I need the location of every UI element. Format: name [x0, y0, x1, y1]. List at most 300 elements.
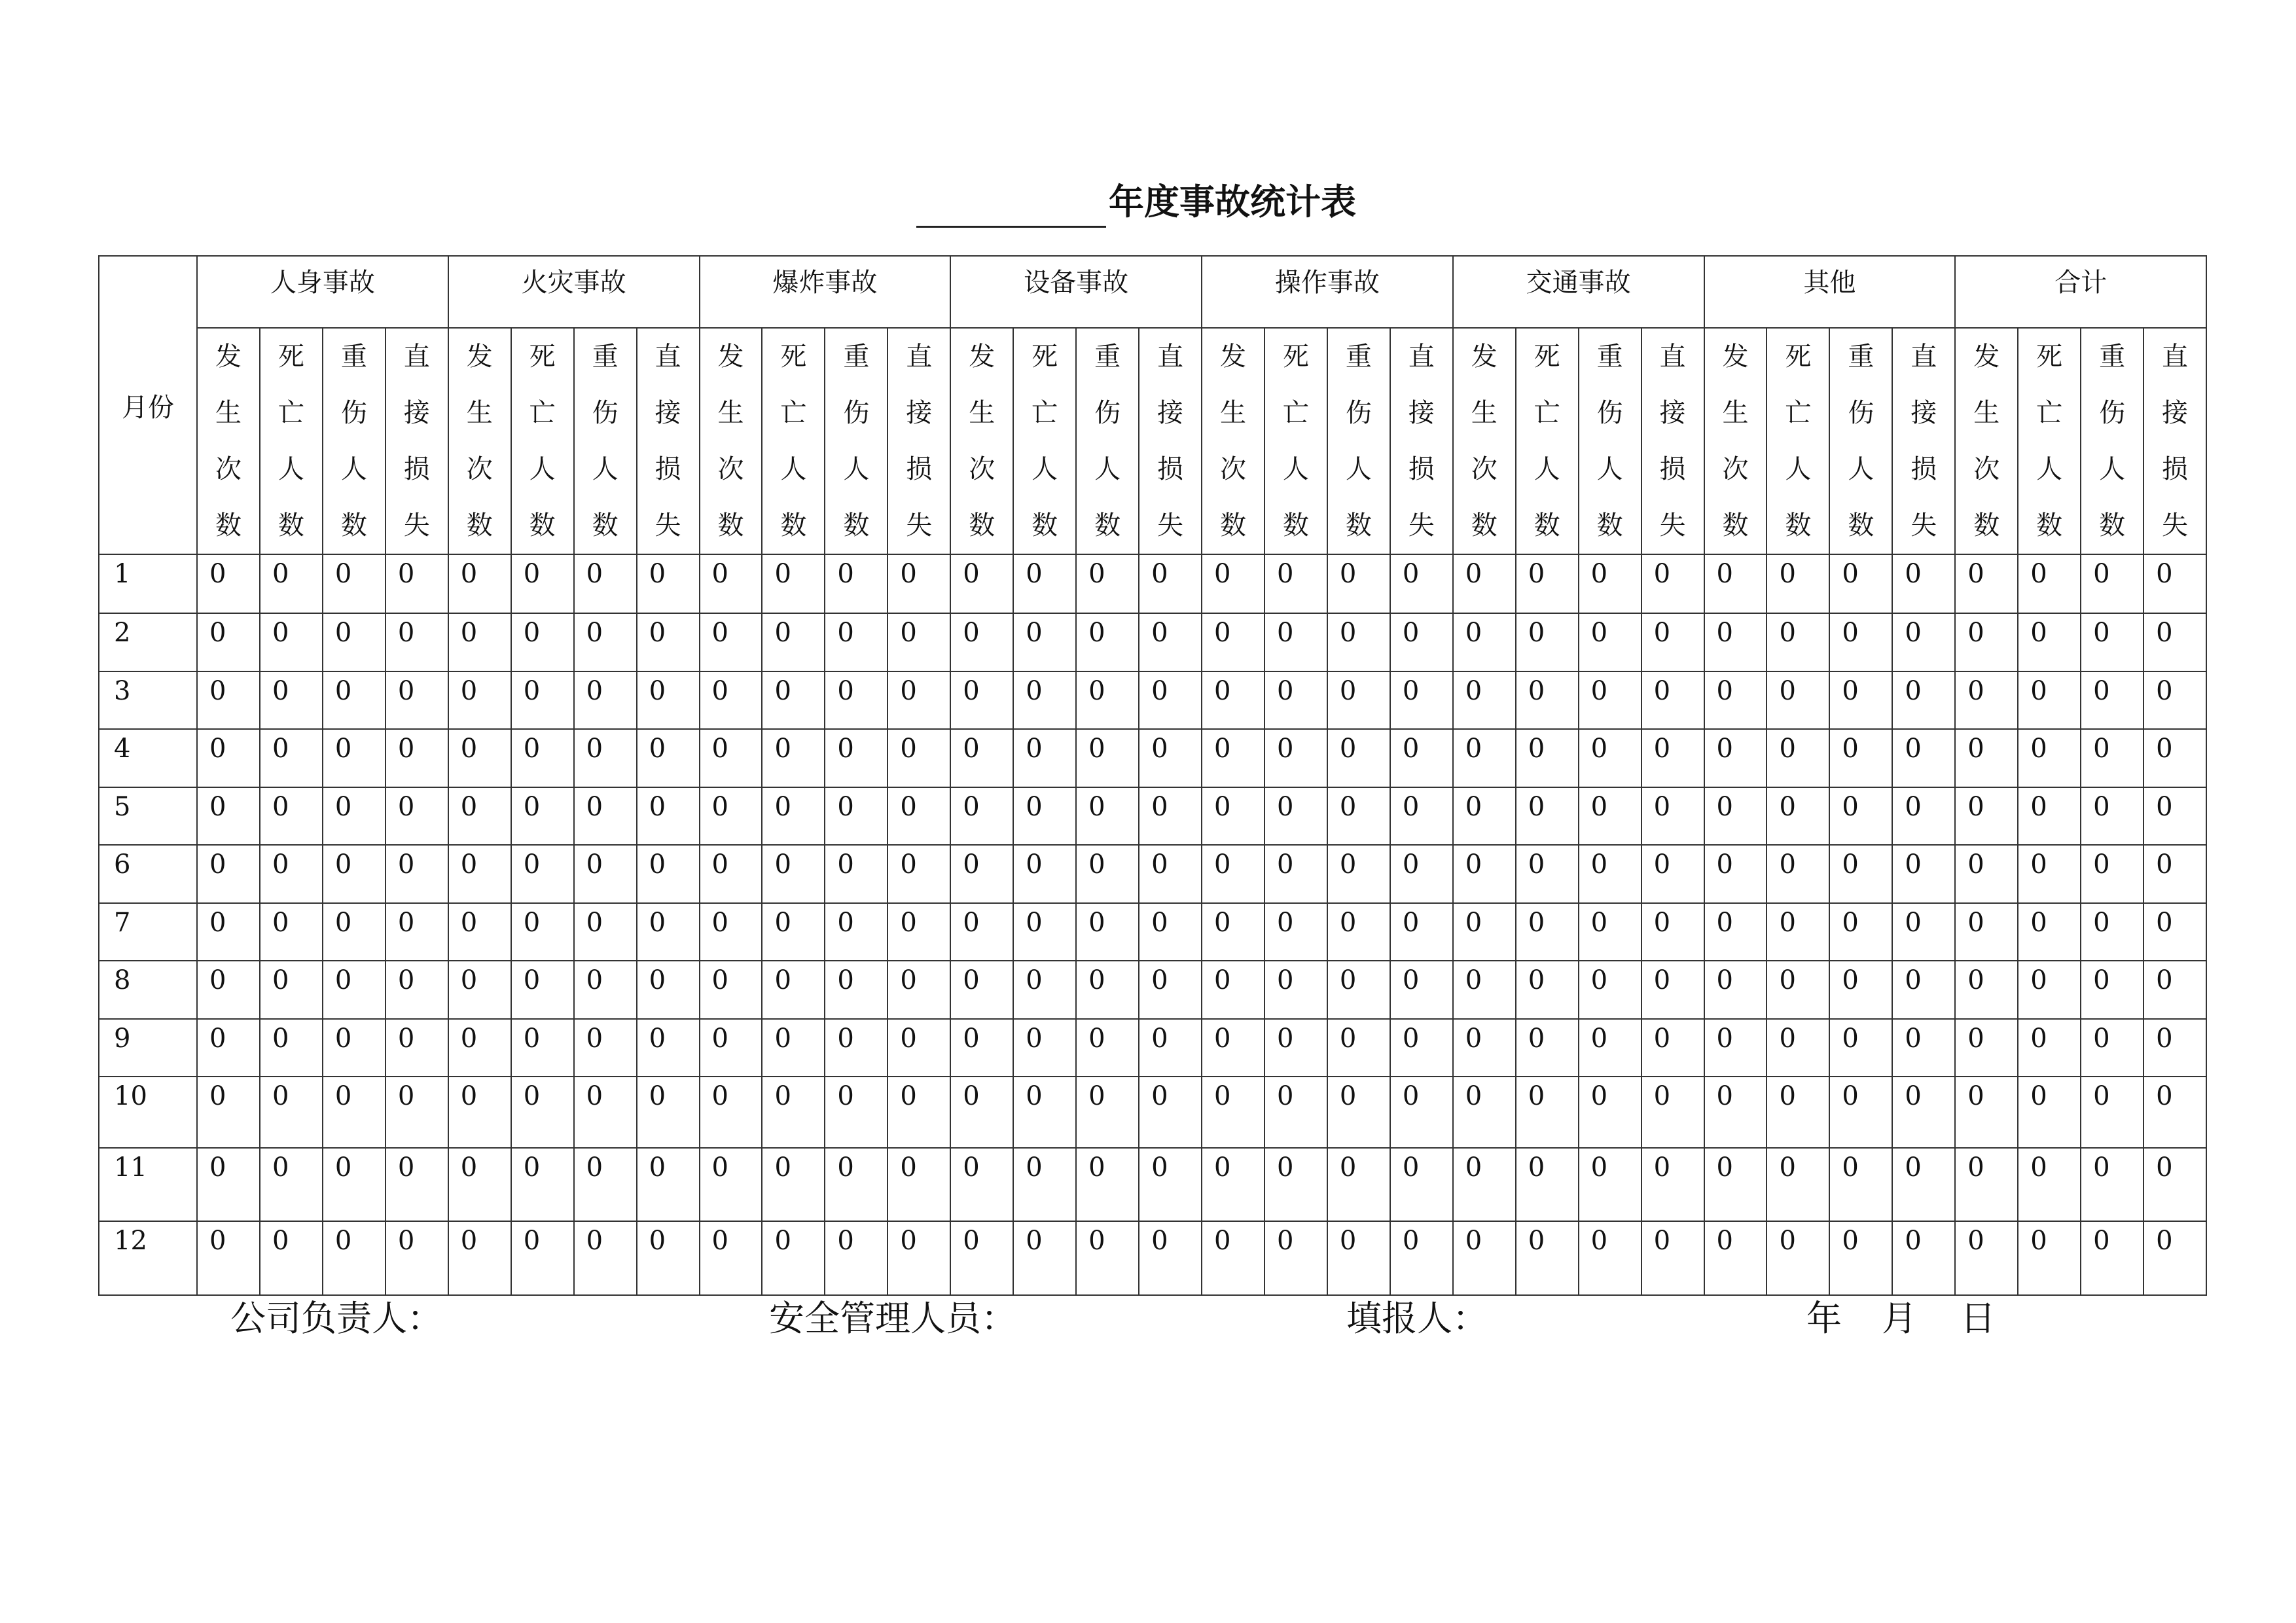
data-cell: 0	[1453, 671, 1516, 729]
data-cell: 0	[1076, 1148, 1139, 1222]
data-cell: 0	[511, 787, 574, 845]
data-cell: 0	[2081, 1077, 2144, 1148]
data-cell: 0	[1767, 554, 1829, 613]
data-cell: 0	[762, 729, 825, 787]
data-cell: 0	[448, 729, 511, 787]
data-cell: 0	[1767, 1148, 1829, 1222]
data-cell: 0	[1390, 1077, 1453, 1148]
data-cell: 0	[762, 1221, 825, 1295]
data-cell: 0	[1265, 1221, 1327, 1295]
data-cell: 0	[1579, 1019, 1641, 1077]
subheader-cell: 直 接 损 失	[888, 328, 950, 554]
category-header-row	[99, 256, 2206, 328]
data-cell: 0	[1453, 613, 1516, 671]
data-cell: 0	[888, 1148, 950, 1222]
data-cell: 0	[2018, 671, 2081, 729]
date-year-label: 年	[1806, 1298, 1842, 1339]
data-cell: 0	[1955, 671, 2018, 729]
data-cell: 0	[825, 613, 888, 671]
data-cell: 0	[700, 554, 762, 613]
data-cell: 0	[2144, 554, 2206, 613]
data-cell: 0	[386, 1019, 448, 1077]
data-cell: 0	[1327, 903, 1390, 961]
data-cell: 0	[825, 845, 888, 902]
document-title	[916, 175, 1440, 228]
data-cell: 0	[197, 613, 260, 671]
data-cell: 0	[260, 903, 323, 961]
data-cell: 0	[1013, 729, 1076, 787]
subheader-cell: 发 生 次 数	[1955, 328, 2018, 554]
data-cell: 0	[1704, 787, 1767, 845]
data-cell: 0	[1139, 1148, 1202, 1222]
date-month-label: 月	[1882, 1298, 1917, 1339]
data-cell: 0	[2081, 1148, 2144, 1222]
subheader-cell: 直 接 损 失	[637, 328, 700, 554]
data-cell: 0	[1641, 1077, 1704, 1148]
data-cell: 0	[1955, 1077, 2018, 1148]
data-cell: 0	[511, 961, 574, 1018]
data-cell: 0	[1390, 845, 1453, 902]
month-label: 4	[99, 729, 197, 787]
data-cell: 0	[762, 787, 825, 845]
data-cell: 0	[1139, 1019, 1202, 1077]
data-cell: 0	[1892, 613, 1955, 671]
data-cell: 0	[1202, 1148, 1265, 1222]
table-row	[99, 671, 2206, 729]
data-cell: 0	[1516, 671, 1579, 729]
table-row	[99, 903, 2206, 961]
data-cell: 0	[1202, 845, 1265, 902]
data-cell: 0	[1265, 1077, 1327, 1148]
data-cell: 0	[2018, 787, 2081, 845]
data-cell: 0	[1139, 1221, 1202, 1295]
table-row	[99, 787, 2206, 845]
data-cell: 0	[2144, 1019, 2206, 1077]
data-cell: 0	[825, 729, 888, 787]
subheader-row	[99, 328, 2206, 554]
data-cell: 0	[2018, 961, 2081, 1018]
data-cell: 0	[1767, 903, 1829, 961]
data-cell: 0	[2018, 554, 2081, 613]
data-cell: 0	[1892, 729, 1955, 787]
category-header: 合计	[1955, 256, 2206, 328]
data-cell: 0	[2018, 1077, 2081, 1148]
data-cell: 0	[1076, 613, 1139, 671]
category-header: 爆炸事故	[700, 256, 951, 328]
data-cell: 0	[1892, 903, 1955, 961]
data-cell: 0	[1327, 671, 1390, 729]
data-cell: 0	[574, 554, 637, 613]
data-cell: 0	[1579, 671, 1641, 729]
data-cell: 0	[1013, 845, 1076, 902]
data-cell: 0	[1013, 1077, 1076, 1148]
data-cell: 0	[1955, 554, 2018, 613]
data-cell: 0	[1390, 961, 1453, 1018]
data-cell: 0	[1704, 1019, 1767, 1077]
data-cell: 0	[1013, 613, 1076, 671]
data-cell: 0	[1265, 787, 1327, 845]
data-cell: 0	[1955, 1019, 2018, 1077]
data-cell: 0	[2081, 1221, 2144, 1295]
data-cell: 0	[950, 1148, 1013, 1222]
data-cell: 0	[1892, 961, 1955, 1018]
data-cell: 0	[1641, 1221, 1704, 1295]
month-label: 3	[99, 671, 197, 729]
data-cell: 0	[1390, 554, 1453, 613]
subheader-cell: 直 接 损 失	[1390, 328, 1453, 554]
data-cell: 0	[1641, 554, 1704, 613]
data-cell: 0	[2144, 961, 2206, 1018]
title-text: 年度事故统计表	[1109, 181, 1356, 223]
category-header: 交通事故	[1453, 256, 1704, 328]
data-cell: 0	[1453, 1077, 1516, 1148]
data-cell: 0	[1265, 554, 1327, 613]
data-cell: 0	[448, 1077, 511, 1148]
data-cell: 0	[386, 613, 448, 671]
data-cell: 0	[1704, 903, 1767, 961]
data-cell: 0	[637, 845, 700, 902]
data-cell: 0	[762, 1019, 825, 1077]
data-cell: 0	[323, 1077, 386, 1148]
data-cell: 0	[448, 903, 511, 961]
data-cell: 0	[260, 1221, 323, 1295]
data-cell: 0	[1013, 1019, 1076, 1077]
data-cell: 0	[637, 1221, 700, 1295]
data-cell: 0	[1139, 845, 1202, 902]
data-cell: 0	[1139, 1077, 1202, 1148]
subheader-cell: 发 生 次 数	[950, 328, 1013, 554]
data-cell: 0	[574, 1077, 637, 1148]
month-label: 9	[99, 1019, 197, 1077]
data-cell: 0	[1579, 1221, 1641, 1295]
data-cell: 0	[1390, 671, 1453, 729]
data-cell: 0	[1139, 554, 1202, 613]
data-cell: 0	[1076, 729, 1139, 787]
data-cell: 0	[1453, 903, 1516, 961]
data-cell: 0	[1579, 1148, 1641, 1222]
data-cell: 0	[2018, 729, 2081, 787]
data-cell: 0	[1139, 729, 1202, 787]
data-cell: 0	[1892, 1148, 1955, 1222]
data-cell: 0	[1955, 613, 2018, 671]
data-cell: 0	[637, 729, 700, 787]
data-cell: 0	[888, 554, 950, 613]
data-cell: 0	[1453, 1221, 1516, 1295]
data-cell: 0	[197, 787, 260, 845]
data-cell: 0	[1390, 729, 1453, 787]
company-head-label: 公司负责人：	[230, 1298, 442, 1339]
data-cell: 0	[1453, 787, 1516, 845]
data-cell: 0	[888, 787, 950, 845]
data-cell: 0	[1829, 671, 1892, 729]
data-cell: 0	[2081, 671, 2144, 729]
data-cell: 0	[1579, 554, 1641, 613]
data-cell: 0	[1892, 1019, 1955, 1077]
table-row	[99, 1221, 2206, 1295]
data-cell: 0	[197, 1019, 260, 1077]
data-cell: 0	[888, 613, 950, 671]
data-cell: 0	[260, 554, 323, 613]
table-row	[99, 845, 2206, 902]
data-cell: 0	[1829, 1148, 1892, 1222]
subheader-cell: 发 生 次 数	[700, 328, 762, 554]
data-cell: 0	[825, 1077, 888, 1148]
data-cell: 0	[1390, 903, 1453, 961]
data-cell: 0	[574, 1019, 637, 1077]
subheader-cell: 重 伤 人 数	[574, 328, 637, 554]
data-cell: 0	[1327, 845, 1390, 902]
data-cell: 0	[386, 1077, 448, 1148]
data-cell: 0	[825, 1019, 888, 1077]
data-cell: 0	[197, 1148, 260, 1222]
data-cell: 0	[1013, 787, 1076, 845]
data-cell: 0	[511, 729, 574, 787]
data-cell: 0	[323, 961, 386, 1018]
data-cell: 0	[1265, 845, 1327, 902]
data-cell: 0	[2144, 787, 2206, 845]
data-cell: 0	[323, 613, 386, 671]
data-cell: 0	[700, 729, 762, 787]
data-cell: 0	[1892, 1077, 1955, 1148]
data-cell: 0	[197, 903, 260, 961]
data-cell: 0	[1955, 1221, 2018, 1295]
data-cell: 0	[1453, 1148, 1516, 1222]
data-cell: 0	[1767, 613, 1829, 671]
subheader-cell: 直 接 损 失	[1641, 328, 1704, 554]
subheader-cell: 重 伤 人 数	[2081, 328, 2144, 554]
category-header: 火灾事故	[448, 256, 700, 328]
data-cell: 0	[448, 787, 511, 845]
subheader-cell: 死 亡 人 数	[1516, 328, 1579, 554]
data-cell: 0	[1892, 787, 1955, 845]
data-cell: 0	[2018, 845, 2081, 902]
data-cell: 0	[2144, 729, 2206, 787]
data-cell: 0	[1076, 554, 1139, 613]
data-cell: 0	[197, 671, 260, 729]
data-cell: 0	[1202, 1019, 1265, 1077]
data-cell: 0	[1516, 554, 1579, 613]
data-cell: 0	[1829, 1077, 1892, 1148]
data-cell: 0	[950, 903, 1013, 961]
data-cell: 0	[2081, 554, 2144, 613]
data-cell: 0	[1390, 1019, 1453, 1077]
data-cell: 0	[637, 671, 700, 729]
data-cell: 0	[1453, 1019, 1516, 1077]
data-cell: 0	[511, 845, 574, 902]
data-cell: 0	[1641, 787, 1704, 845]
data-cell: 0	[511, 1221, 574, 1295]
data-cell: 0	[700, 1019, 762, 1077]
data-cell: 0	[1767, 671, 1829, 729]
data-cell: 0	[448, 671, 511, 729]
data-cell: 0	[1767, 1221, 1829, 1295]
data-cell: 0	[950, 671, 1013, 729]
data-cell: 0	[950, 1077, 1013, 1148]
data-cell: 0	[1453, 845, 1516, 902]
data-cell: 0	[1327, 1221, 1390, 1295]
data-cell: 0	[1767, 1077, 1829, 1148]
data-cell: 0	[1579, 961, 1641, 1018]
data-cell: 0	[762, 903, 825, 961]
data-cell: 0	[1327, 787, 1390, 845]
data-cell: 0	[2081, 961, 2144, 1018]
data-cell: 0	[700, 613, 762, 671]
month-label: 1	[99, 554, 197, 613]
data-cell: 0	[2081, 903, 2144, 961]
subheader-cell: 发 生 次 数	[448, 328, 511, 554]
table-row	[99, 961, 2206, 1018]
data-cell: 0	[1265, 729, 1327, 787]
data-cell: 0	[1829, 845, 1892, 902]
data-cell: 0	[1704, 613, 1767, 671]
data-cell: 0	[1955, 845, 2018, 902]
data-cell: 0	[323, 1148, 386, 1222]
data-cell: 0	[511, 671, 574, 729]
data-cell: 0	[448, 554, 511, 613]
data-cell: 0	[1076, 845, 1139, 902]
data-cell: 0	[448, 1221, 511, 1295]
data-cell: 0	[511, 1148, 574, 1222]
subheader-cell: 重 伤 人 数	[825, 328, 888, 554]
data-cell: 0	[574, 729, 637, 787]
data-cell: 0	[1327, 961, 1390, 1018]
data-cell: 0	[1390, 787, 1453, 845]
data-cell: 0	[1327, 1019, 1390, 1077]
subheader-cell: 发 生 次 数	[1202, 328, 1265, 554]
subheader-cell: 死 亡 人 数	[2018, 328, 2081, 554]
data-cell: 0	[197, 1221, 260, 1295]
data-cell: 0	[2144, 613, 2206, 671]
data-cell: 0	[1265, 961, 1327, 1018]
data-cell: 0	[1265, 1019, 1327, 1077]
data-cell: 0	[260, 961, 323, 1018]
data-cell: 0	[323, 554, 386, 613]
subheader-cell: 死 亡 人 数	[260, 328, 323, 554]
data-cell: 0	[260, 1148, 323, 1222]
month-label: 7	[99, 903, 197, 961]
data-cell: 0	[1829, 554, 1892, 613]
data-cell: 0	[1829, 729, 1892, 787]
data-cell: 0	[1641, 613, 1704, 671]
data-cell: 0	[637, 787, 700, 845]
data-cell: 0	[260, 1019, 323, 1077]
category-header: 设备事故	[950, 256, 1202, 328]
data-cell: 0	[323, 787, 386, 845]
month-label: 8	[99, 961, 197, 1018]
data-cell: 0	[1704, 671, 1767, 729]
data-cell: 0	[1829, 613, 1892, 671]
data-cell: 0	[2081, 729, 2144, 787]
data-cell: 0	[700, 961, 762, 1018]
data-cell: 0	[448, 845, 511, 902]
data-cell: 0	[323, 845, 386, 902]
safety-manager-label: 安全管理人员：	[769, 1298, 1016, 1339]
data-cell: 0	[762, 671, 825, 729]
data-cell: 0	[1013, 1148, 1076, 1222]
data-cell: 0	[323, 729, 386, 787]
data-cell: 0	[762, 613, 825, 671]
data-cell: 0	[511, 613, 574, 671]
data-cell: 0	[2018, 1019, 2081, 1077]
data-cell: 0	[386, 787, 448, 845]
data-cell: 0	[825, 903, 888, 961]
data-cell: 0	[1076, 1019, 1139, 1077]
data-cell: 0	[825, 787, 888, 845]
data-cell: 0	[1390, 613, 1453, 671]
data-cell: 0	[2018, 613, 2081, 671]
data-cell: 0	[825, 1221, 888, 1295]
data-cell: 0	[1139, 787, 1202, 845]
data-cell: 0	[1892, 671, 1955, 729]
data-cell: 0	[1767, 961, 1829, 1018]
data-cell: 0	[1892, 845, 1955, 902]
data-cell: 0	[260, 613, 323, 671]
month-label: 11	[99, 1148, 197, 1222]
data-cell: 0	[1139, 961, 1202, 1018]
data-cell: 0	[323, 671, 386, 729]
data-cell: 0	[700, 1221, 762, 1295]
data-cell: 0	[2081, 613, 2144, 671]
data-cell: 0	[637, 613, 700, 671]
data-cell: 0	[950, 845, 1013, 902]
data-cell: 0	[260, 1077, 323, 1148]
data-cell: 0	[700, 671, 762, 729]
data-cell: 0	[1579, 729, 1641, 787]
data-cell: 0	[950, 729, 1013, 787]
data-cell: 0	[1327, 1077, 1390, 1148]
data-cell: 0	[2018, 1148, 2081, 1222]
data-cell: 0	[260, 729, 323, 787]
data-cell: 0	[260, 787, 323, 845]
data-cell: 0	[1202, 1221, 1265, 1295]
data-cell: 0	[1265, 1148, 1327, 1222]
data-cell: 0	[2081, 845, 2144, 902]
data-cell: 0	[700, 1077, 762, 1148]
data-cell: 0	[825, 1148, 888, 1222]
data-cell: 0	[1767, 729, 1829, 787]
month-header: 月份	[99, 256, 197, 554]
data-cell: 0	[888, 903, 950, 961]
data-cell: 0	[1076, 1077, 1139, 1148]
subheader-cell: 直 接 损 失	[1892, 328, 1955, 554]
data-cell: 0	[888, 1077, 950, 1148]
subheader-cell: 发 生 次 数	[197, 328, 260, 554]
data-cell: 0	[1139, 903, 1202, 961]
data-cell: 0	[825, 554, 888, 613]
data-cell: 0	[1704, 729, 1767, 787]
data-cell: 0	[1076, 787, 1139, 845]
data-cell: 0	[1453, 554, 1516, 613]
data-cell: 0	[1013, 961, 1076, 1018]
subheader-cell: 重 伤 人 数	[1076, 328, 1139, 554]
data-cell: 0	[950, 554, 1013, 613]
data-cell: 0	[700, 787, 762, 845]
data-cell: 0	[1641, 961, 1704, 1018]
data-cell: 0	[1641, 1148, 1704, 1222]
data-cell: 0	[1641, 729, 1704, 787]
data-cell: 0	[637, 961, 700, 1018]
subheader-cell: 重 伤 人 数	[1327, 328, 1390, 554]
data-cell: 0	[950, 1221, 1013, 1295]
data-cell: 0	[888, 729, 950, 787]
data-cell: 0	[1955, 787, 2018, 845]
data-cell: 0	[762, 961, 825, 1018]
data-cell: 0	[1202, 961, 1265, 1018]
data-cell: 0	[323, 1221, 386, 1295]
data-cell: 0	[2144, 1077, 2206, 1148]
subheader-cell: 直 接 损 失	[1139, 328, 1202, 554]
data-cell: 0	[386, 554, 448, 613]
